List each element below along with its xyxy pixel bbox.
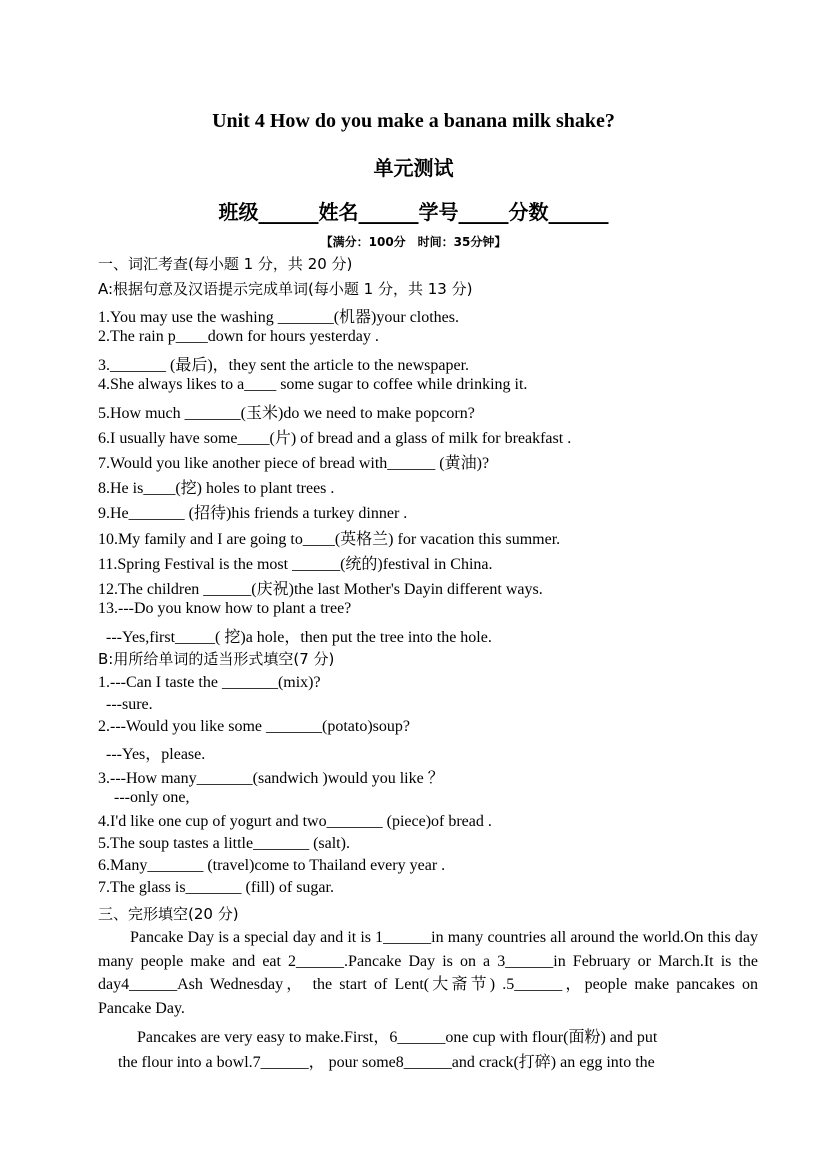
cloze-paragraph-1: Pancake Day is a special day and it is 1______in many countries all around the world.On this day many people make and eat 2______.Pancake Day is on a 3______in February or March.It is the day4______Ash Wednesday， the start of Lent(大斋节) .5______，people make pancakes on Pancake Day. bbox=[98, 929, 758, 1017]
question-line: 1.You may use the washing _______(机器)your clothes. bbox=[98, 309, 460, 326]
question-line: ---only one, bbox=[114, 789, 190, 806]
section3-heading: 三、完形填空(20 分) bbox=[98, 905, 239, 923]
question-line: 5.How much _______(玉米)do we need to make popcorn? bbox=[98, 405, 475, 422]
question-line: 5.The soup tastes a little_______ (salt). bbox=[98, 835, 350, 852]
question-line: 2.---Would you like some _______(potato)soup? bbox=[98, 718, 410, 735]
score-time-meta: 【满分：100分 时间：35分钟】 bbox=[320, 235, 507, 249]
section1-heading: 一、词汇考查(每小题 1 分，共 20 分) bbox=[98, 255, 353, 273]
question-line: 4.She always likes to a____ some sugar to coffee while drinking it. bbox=[98, 376, 528, 393]
question-line: 3._______ (最后)，they sent the article to the newspaper. bbox=[98, 357, 470, 374]
cloze-paragraph-2-line-1: Pancakes are very easy to make.First，6______one cup with flour(面粉) and put bbox=[137, 1029, 658, 1046]
question-line: 7.The glass is_______ (fill) of sugar. bbox=[98, 879, 334, 896]
question-line: ---Yes,first_____( 挖)a hole，then put the tree into the hole. bbox=[106, 629, 492, 646]
question-line: 6.Many_______ (travel)come to Thailand every year . bbox=[98, 857, 446, 874]
question-line: 9.He_______ (招待)his friends a turkey dinner . bbox=[98, 505, 408, 522]
question-line: 10.My family and I are going to____(英格兰) for vacation this summer. bbox=[98, 531, 561, 548]
partB-heading: B:用所给单词的适当形式填空(7 分) bbox=[98, 650, 335, 668]
question-line: 11.Spring Festival is the most ______(统的)festival in China. bbox=[98, 556, 493, 573]
question-line: 13.---Do you know how to plant a tree? bbox=[98, 600, 352, 617]
page-title: Unit 4 How do you make a banana milk shake? bbox=[212, 110, 615, 132]
page-subtitle: 单元测试 bbox=[373, 156, 454, 180]
question-line: 4.I'd like one cup of yogurt and two_______ (piece)of bread . bbox=[98, 813, 492, 830]
question-line: 2.The rain p____down for hours yesterday . bbox=[98, 328, 379, 345]
question-line: 3.---How many_______(sandwich )would you like ？ bbox=[98, 770, 444, 787]
question-line: 6.I usually have some____(片) of bread and a glass of milk for breakfast . bbox=[98, 430, 572, 447]
question-line: 7.Would you like another piece of bread with______ (黄油)? bbox=[98, 455, 490, 472]
question-line: 12.The children ______(庆祝)the last Mother's Dayin different ways. bbox=[98, 581, 543, 598]
partA-heading: A:根据句意及汉语提示完成单词(每小题 1 分，共 13 分) bbox=[98, 280, 473, 298]
student-info-line: 班级______姓名______学号_____分数______ bbox=[218, 200, 609, 224]
question-line: 8.He is____(挖) holes to plant trees . bbox=[98, 480, 335, 497]
question-line: 1.---Can I taste the _______(mix)? bbox=[98, 674, 321, 691]
cloze-paragraph-2-line-2: the flour into a bowl.7______， pour some8______and crack(打碎) an egg into the bbox=[118, 1054, 655, 1071]
question-line: ---sure. bbox=[106, 696, 153, 713]
question-line: ---Yes，please. bbox=[106, 746, 206, 763]
